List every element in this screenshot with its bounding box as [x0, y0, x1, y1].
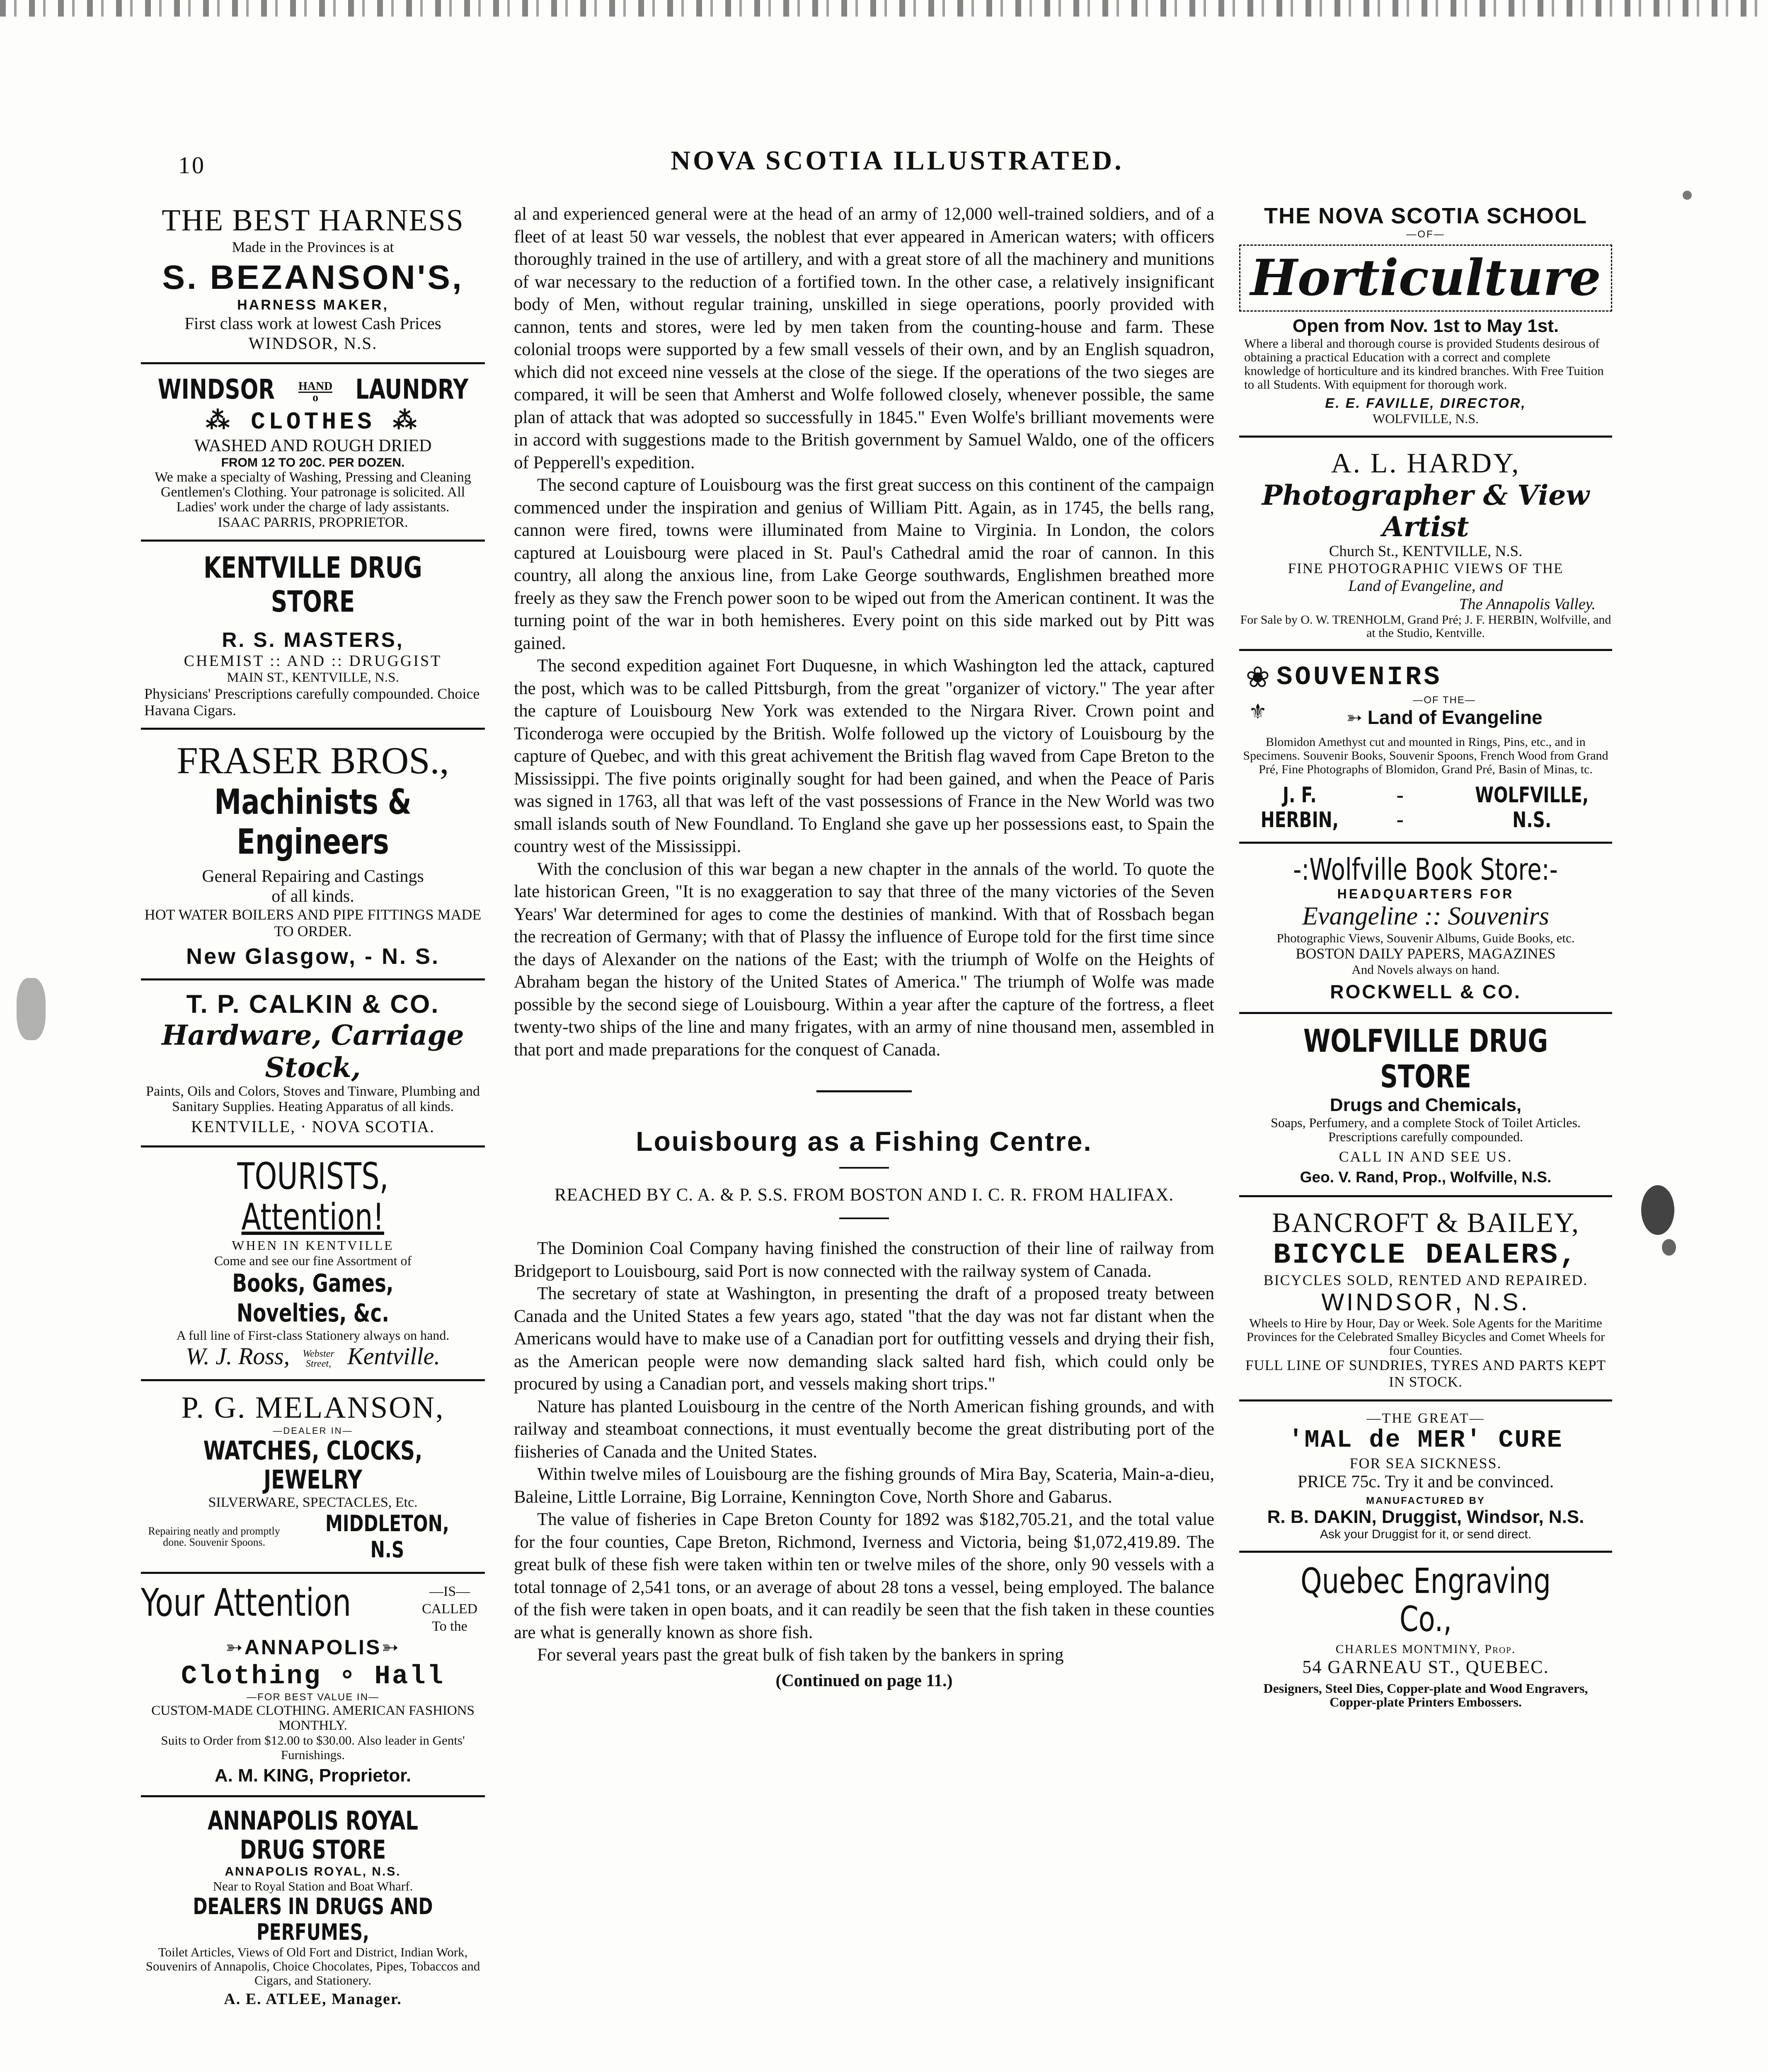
ad-rockwell-book-store: [1239, 853, 1612, 1003]
ad-text: of all kinds.: [271, 887, 354, 906]
ad-text: Made in the Provinces is at: [232, 239, 394, 255]
ad-text: HAND: [298, 380, 333, 393]
ad-text: o: [312, 391, 319, 404]
ad-trade: Photographer & View Artist: [1262, 479, 1590, 543]
running-title: NOVA SCOTIA ILLUSTRATED.: [671, 145, 1124, 176]
divider: [141, 728, 485, 730]
ad-merchant-name: ROCKWELL & CO.: [1330, 981, 1521, 1002]
ad-kentville-drug-store: [141, 551, 485, 719]
ad-text: —IS—: [429, 1584, 470, 1599]
ad-bancroft-bailey: [1239, 1206, 1612, 1390]
ad-place: KENTVILLE, · NOVA SCOTIA.: [191, 1117, 435, 1136]
ad-text: FROM 12 TO 20C. PER DOZEN.: [221, 456, 405, 470]
ad-place: ANNAPOLIS ROYAL, N.S.: [225, 1865, 401, 1878]
ad-place: WOLFVILLE, N.S.: [1475, 783, 1589, 833]
article-paragraph: With the conclusion of this war began a new chapter in the annals of the world. To quote the late historican Green, "It is no exaggeration to say that three of the many victories of the Seven Years' War determined for ages to come the destinies of mankind. With that of Rossbach began the recreation of Germany; with that of Plassy the influence of Europe told for the first time since the days of Alexander on the nations of the East; with the triumph of Wolfe on the Heights of Abraham began the history of the United States of America." The triumph of Wolfe was made possible by the second siege of Louisbourg. Within a year after the capture of the fortress, a fleet twenty-two ships of the line and many frigates, with an army of nine thousand men, assembled in that port and made preparations for the conquest of Canada.: [514, 859, 1214, 1060]
article-paragraph: For several years past the great bulk of fish taken by the bankers in spring: [537, 1645, 1064, 1665]
ad-text: Ask your Druggist for it, or send direct.: [1320, 1527, 1532, 1541]
ad-text: HOT WATER BOILERS AND PIPE FITTINGS MADE TO ORDER.: [144, 906, 482, 939]
ad-trade: Horticulture: [1250, 249, 1601, 307]
ad-address: MAIN ST., KENTVILLE, N.S.: [227, 670, 399, 685]
ad-clothes-heading: ⁂ CLOTHES ⁂: [206, 409, 420, 436]
ad-text: Where a liberal and thorough course is provided Students desirous of obtaining a practical Education with a correct and complete knowledge of horticulture and its kindred branches. With Free Tuition to all Students. With equipment for thorough work.: [1244, 336, 1604, 392]
ad-headline: KENTVILLE DRUG STORE: [203, 551, 422, 619]
ad-merchant-name: R. B. DAKIN, Druggist, Windsor, N.S.: [1267, 1507, 1584, 1527]
ad-place: WINDSOR, N.S.: [248, 334, 378, 353]
ad-headline: Attention!: [241, 1196, 385, 1238]
ad-text: BICYCLES SOLD, RENTED AND REPAIRED.: [1263, 1272, 1588, 1288]
ad-headline: ANNAPOLIS ROYAL DRUG STORE: [207, 1806, 419, 1865]
ad-a-l-hardy: [1239, 447, 1612, 640]
right-advert-column: [1239, 203, 1612, 2072]
ad-proprietor: A. M. KING, Proprietor.: [214, 1765, 412, 1786]
ad-quebec-engraving: [1239, 1562, 1612, 1709]
ad-proprietor: E. E. FAVILLE, DIRECTOR,: [1325, 395, 1526, 411]
ad-text: —OF THE—: [1413, 695, 1476, 706]
ad-merchant-name: Quebec Engraving Co.,: [1301, 1561, 1551, 1639]
ad-trade: BICYCLE DEALERS,: [1273, 1239, 1579, 1272]
ad-trade: Hardware, Carriage Stock,: [162, 1019, 464, 1084]
ad-calkin: [141, 990, 485, 1136]
ad-items: WATCHES, CLOCKS, JEWELRY: [203, 1435, 423, 1495]
ad-proprietor: Geo. V. Rand, Prop., Wolfville, N.S.: [1300, 1169, 1552, 1186]
ad-text: Toilet Articles, Views of Old Fort and District, Indian Work, Souvenirs of Annapolis, Choice Chocolates, Pipes, Tobaccos and Cigars, and Stationery.: [145, 1945, 480, 1987]
article-paragraph: Within twelve miles of Louisbourg are the fishing grounds of Mira Bay, Scateria, Main-a-dieu, Baleine, Little Lorraine, Big Lorraine, Kennington Cove, North Shore and Gabarus.: [514, 1464, 1214, 1507]
ad-dakin-mal-de-mer: [1239, 1411, 1612, 1542]
divider: [1239, 1551, 1612, 1553]
ad-trade: CHEMIST :: AND :: DRUGGIST: [184, 652, 442, 670]
article-paragraph: al and experienced general were at the head of an army of 12,000 well-trained soldiers, and of a fleet of at least 50 war vessels, the noblest that ever appeared in American waters; with officers thoroughly trained in the use of artillery, and with a great store of all the machinery and munitions of war necessary to the reduction of a fortified town. In the other case, a relatively insignificant body of Men, without regular training, unskilled in siege operations, poorly provided with cannon, tents and stores, were led by men taken from the counting-house and farm. These colonial troops were supported by a few small vessels of their own, and by an English squadron, which did not exceed nine vessels at the close of the siege. If the operations of the two sieges are compared, it will be seen that Amherst and Wolfe followed closely, whenever possible, the same plan of attack that was adopted so successfully in 1845." Even Wolfe's brilliant movements were in accord with suggestions made to the British government by Samuel Waldo, one of the officers of Pepperell's expedition.: [514, 204, 1214, 472]
article-paragraph: The secretary of state at Washington, in presenting the draft of a proposed treaty between Canada and the United States a few years ago, stated "that the day was not far distant when the Americans would have to make use of a Canadian port for outfitting vessels and drying their fish, as the American people were now demanding slack salted hard fish, which could only be procured by using a Canadian port, and vessels making short trips.": [514, 1284, 1214, 1394]
ad-text: Come and see our fine Assortment of: [214, 1253, 412, 1268]
divider: [141, 1572, 485, 1574]
ad-text: FINE PHOTOGRAPHIC VIEWS OF THE: [1288, 560, 1564, 576]
ink-blot: [1641, 1185, 1674, 1235]
section-subtitle: REACHED BY C. A. & P. S.S. FROM BOSTON AND I. C. R. FROM HALIFAX.: [554, 1185, 1174, 1205]
ad-headline: THE BEST HARNESS: [162, 203, 464, 237]
divider: [1239, 1195, 1612, 1197]
ad-text: WASHED AND ROUGH DRIED: [194, 436, 432, 455]
ad-merchant-name: BANCROFT & BAILEY,: [1272, 1207, 1579, 1238]
page-number: 10: [178, 152, 206, 179]
ad-merchant-name: LAUNDRY: [355, 373, 469, 405]
ad-merchant-name: T. P. CALKIN & CO.: [186, 990, 440, 1019]
ad-merchant-name: W. J. Ross,: [186, 1343, 290, 1370]
divider: [141, 1795, 485, 1797]
ad-merchant-name: R. S. MASTERS,: [222, 628, 404, 651]
ad-trade: Machinists & Engineers: [214, 782, 412, 862]
ad-text: For Sale by O. W. TRENHOLM, Grand Pré; J. F. HERBIN, Wolfville, and at the Studio, Kentville.: [1240, 613, 1611, 640]
ad-text: Blomidon Amethyst cut and mounted in Rings, Pins, etc., and in Specimens. Souvenir Books, Souvenir Spoons, French Wood from Grand Pré, Fine Photographs of Blomidon, Grand Pré, Basin of Minas, tc.: [1243, 735, 1608, 776]
ad-proprietor: A. E. ATLEE, Manager.: [224, 1990, 402, 2008]
ink-blot: [1683, 191, 1692, 200]
fleur-ornament-icon: ⚜: [1248, 700, 1267, 723]
section-title: Louisbourg as a Fishing Centre.: [636, 1126, 1092, 1157]
ad-bezanson: [141, 203, 485, 353]
ad-text: Repairing neatly and promptly done. Souvenir Spoons.: [148, 1525, 280, 1548]
divider: [1239, 842, 1612, 844]
ad-text: Near to Royal Station and Boat Wharf.: [213, 1879, 413, 1893]
ad-horticulture-school: [1239, 203, 1612, 426]
divider: [1239, 436, 1612, 438]
ad-text: —DEALER IN—: [273, 1426, 353, 1436]
ad-proprietor: CHARLES MONTMINY, Prop.: [1335, 1642, 1516, 1656]
ad-items: Books, Games, Novelties, &c.: [232, 1269, 394, 1328]
ad-w-j-ross: [141, 1157, 485, 1370]
paper-stain: [17, 978, 46, 1040]
divider: [141, 978, 485, 980]
ad-place: ANNAPOLIS: [244, 1636, 382, 1659]
ad-text: Drugs and Chemicals,: [1330, 1095, 1522, 1115]
ad-melanson: [141, 1390, 485, 1563]
ad-text: CALLED: [421, 1601, 478, 1617]
ad-text: A full line of First-class Stationery always on hand.: [176, 1328, 450, 1343]
ad-text: And Novels always on hand.: [1351, 962, 1500, 977]
ad-headline: WOLFVILLE DRUG STORE: [1303, 1022, 1548, 1095]
ad-place: New Glasgow, - N. S.: [186, 944, 440, 969]
ad-headline: THE NOVA SCOTIA SCHOOL: [1264, 203, 1587, 228]
ad-headline: 'MAL de MER' CURE: [1288, 1426, 1563, 1455]
ad-text: Suits to Order from $12.00 to $30.00. Also leader in Gents' Furnishings.: [161, 1733, 465, 1762]
ad-text: CLOTHES: [251, 409, 375, 436]
horticulture-frame: [1239, 244, 1612, 312]
ink-blot: [1662, 1239, 1676, 1256]
ad-address: Webster Street,: [303, 1348, 334, 1369]
page-top-edge: [0, 0, 1768, 17]
ad-place: MIDDLETON, N.S: [325, 1510, 450, 1563]
ad-merchant-name: J. F. HERBIN,: [1260, 783, 1339, 833]
divider: [141, 1379, 485, 1381]
divider: [1239, 1399, 1612, 1402]
divider: [141, 1145, 485, 1147]
ad-text: FOR SEA SICKNESS.: [1349, 1455, 1502, 1472]
ad-merchant-name: WINDSOR: [158, 373, 275, 405]
article-paragraph: Nature has planted Louisbourg in the centre of the North American fishing grounds, and with railway and steamboat connections, it must eventually become the great distributing port of the fiisheries of Canada and the United States.: [514, 1397, 1214, 1462]
ad-merchant-name: P. G. MELANSON,: [181, 1391, 445, 1425]
article-paragraph: The second capture of Louisbourg was the first great success on this continent of the campaign commenced under the inspiration and genius of William Pitt. Again, as in 1745, the bells rang, cannon were fired, towns were illuminated from Maine to Virginia. In London, the colors captured at Louisbourg were placed in St. Paul's Cathedral amid the roar of cannon. In this country, all along the anxious line, from Lake George southwards, Englishmen breathed more freely as they saw the French power soon to be wiped out from the American continent. It was the turning point of the war in both hemisheres. Every point on this side marked out by Pitt was gained.: [514, 475, 1214, 653]
ad-text: Designers, Steel Dies, Copper-plate and Wood Engravers, Copper-plate Printers Embossers.: [1263, 1681, 1588, 1709]
ad-text: To the: [432, 1619, 467, 1634]
ad-merchant-name: Clothing ∘ Hall: [181, 1662, 445, 1692]
continued-note: (Continued on page 11.): [775, 1671, 953, 1690]
divider: [141, 540, 485, 542]
ad-annapolis-clothing-hall: Your Attention —IS— CALLED To the ➳ANNAPOLIS➳ Clothing ∘ Hall —FOR BEST VALUE IN— CUSTOM-MADE CLOTHING. AMERICAN FASHIONS MONTHLY. Suits to Order from $12.00 to $30.00. Also leader in Gents' Furnishings. A. M. KING, Proprietor.: [141, 1583, 485, 1786]
ad-headline: SOUVENIRS: [1276, 662, 1442, 692]
ad-text: Land of Evangeline, and: [1348, 577, 1503, 595]
ad-merchant-name: S. BEZANSON'S,: [162, 259, 464, 296]
ad-address: 54 GARNEAU ST., QUEBEC.: [1302, 1657, 1549, 1677]
ad-herbin-souvenirs: [1239, 660, 1612, 833]
ad-text: Paints, Oils and Colors, Stoves and Tinware, Plumbing and Sanitary Supplies. Heating Apparatus of all kinds.: [146, 1084, 480, 1114]
ad-text: General Repairing and Castings: [202, 867, 424, 886]
article-paragraph: The value of fisheries in Cape Breton County for 1892 was $182,705.21, and the total value for the four counties, Cape Breton, Richmond, Iverness and Victoria, being $1,072,419.89. The great bulk of these fish were taken within ten or twelve miles of the shore, only 90 vessels with a total tonnage of 2,541 tons, or an average of about 28 tons a vessel, being employed. The balance of the fish were taken in open boats, and it can readily be seen that the fish taken in these counties are what is generally known as shore fish.: [514, 1510, 1214, 1642]
ad-text: Soaps, Perfumery, and a complete Stock of Toilet Articles. Prescriptions carefully compounded.: [1271, 1115, 1581, 1144]
section-divider: [816, 1090, 912, 1092]
ad-text: BOSTON DAILY PAPERS, MAGAZINES: [1296, 945, 1556, 962]
ad-text: FULL LINE OF SUNDRIES, TYRES AND PARTS KEPT IN STOCK.: [1245, 1357, 1606, 1390]
divider: [839, 1167, 889, 1169]
ad-text: Land of Evangeline: [1367, 707, 1543, 728]
ad-place: WOLFVILLE, N.S.: [1373, 411, 1479, 426]
ad-headline: DEALERS IN DRUGS AND PERFUMES,: [193, 1893, 433, 1945]
ad-text: CALL IN AND SEE US.: [1339, 1148, 1513, 1165]
ad-text: MANUFACTURED BY: [1366, 1495, 1485, 1506]
ad-place: WINDSOR, N.S.: [1321, 1289, 1530, 1316]
ad-headline: Your Attention: [141, 1581, 351, 1625]
divider: [1239, 1012, 1612, 1014]
ad-address: Church St., KENTVILLE, N.S.: [1329, 543, 1523, 560]
ad-text: —THE GREAT—: [1366, 1411, 1485, 1426]
ad-wolfville-drug-store: [1239, 1023, 1612, 1186]
arrow-ornament-icon: ➳: [1346, 707, 1368, 728]
left-advert-column: [141, 203, 485, 2068]
divider: [1239, 649, 1612, 651]
ad-trade: HARNESS MAKER,: [237, 297, 389, 313]
ad-text: WHEN IN KENTVILLE: [232, 1238, 394, 1253]
ad-merchant-name: FRASER BROS.,: [177, 739, 449, 782]
ad-items: Evangeline :: Souvenirs: [1302, 902, 1549, 930]
ad-text: The Annapolis Valley.: [1459, 595, 1596, 613]
ad-fraser-bros: [141, 739, 485, 969]
article-paragraph: The second expedition againet Fort Duquesne, in which Washington led the attack, captured the post, which was to be called Pittsburgh, from the great "organizer of victory." The year after the capture of Louisbourg New York was extended to the Nirgara River. Crown point and Ticonderoga were occupied by the British. Wolfe followed up the victory of Louisbourg by the capture of Quebec, and with this great achivement the British flag waved from Cape Breton to the Mississippi. The five points originally sought for had been gained, and when the Peace of Paris was signed in 1763, all that was left of the vast possessions of France in the New World was two small islands south of New Foundland. To England she gave up her possessions east, to Spain the country west of the Mississippi.: [514, 656, 1214, 856]
ad-text: —OF—: [1406, 229, 1445, 240]
divider: [839, 1218, 889, 1219]
ad-price: PRICE 75c. Try it and be convinced.: [1297, 1472, 1554, 1491]
article-paragraph: The Dominion Coal Company having finished the construction of their line of railway from Bridgeport to Louisbourg, said Port is now connected with the railway system of Canada.: [514, 1239, 1214, 1281]
separator-dashes: - -: [1396, 783, 1404, 831]
ad-text: Photographic Views, Souvenir Albums, Guide Books, etc.: [1276, 931, 1575, 945]
ad-text: We make a specialty of Washing, Pressing and Cleaning Gentlemen's Clothing. Your patronage is solicited. All Ladies' work under the charge of lady assistants.: [155, 470, 471, 515]
ad-headline: -:Wolfville Book Store:-: [1293, 852, 1558, 887]
ad-text: First class work at lowest Cash Prices: [184, 314, 441, 333]
ad-text: CUSTOM-MADE CLOTHING. AMERICAN FASHIONS MONTHLY.: [151, 1703, 475, 1733]
flower-ornament-icon: ❀: [1245, 662, 1270, 694]
ad-place: Kentville.: [347, 1343, 440, 1370]
ad-text: —FOR BEST VALUE IN—: [247, 1692, 379, 1703]
ad-proprietor: ISAAC PARRIS, PROPRIETOR.: [218, 515, 408, 530]
ad-text: Physicians' Prescriptions carefully compounded. Choice Havana Cigars.: [144, 685, 480, 719]
ad-text: Open from Nov. 1st to May 1st.: [1292, 316, 1559, 336]
ad-merchant-name: A. L. HARDY,: [1331, 447, 1521, 479]
article-column: [514, 203, 1214, 1691]
ad-text: Wheels to Hire by Hour, Day or Week. Sole Agents for the Maritime Provinces for the Celebrated Smalley Bicycles and Comet Wheels for four Counties.: [1246, 1316, 1605, 1358]
ad-text: SILVERWARE, SPECTACLES, Etc.: [208, 1495, 418, 1510]
ad-windsor-laundry: [141, 373, 485, 530]
ad-annapolis-royal-drug-store: [141, 1806, 485, 2008]
divider: [141, 362, 485, 364]
ad-headline: TOURISTS,: [237, 1155, 389, 1198]
ad-text: HEADQUARTERS FOR: [1337, 886, 1514, 901]
